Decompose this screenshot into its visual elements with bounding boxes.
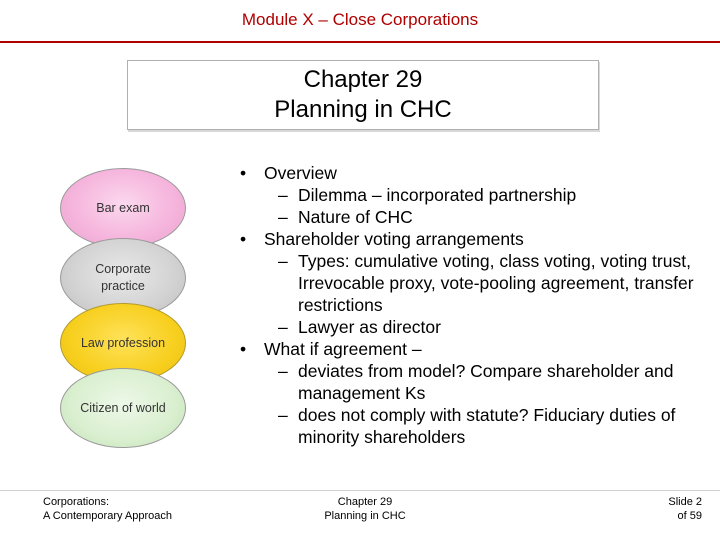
career-ovals — [60, 168, 186, 468]
footer-chapter-line-2: Planning in CHC — [324, 510, 406, 522]
footer-book-line-1: Corporations: — [43, 496, 110, 508]
oval-bar-exam — [60, 168, 186, 248]
oval-label: Bar exam — [96, 200, 150, 215]
bullet-list — [236, 162, 706, 448]
oval-citizen-of-world — [60, 368, 186, 448]
slide-title — [127, 60, 599, 130]
oval-label: Citizen of world — [80, 400, 166, 415]
title-line-1: Chapter 29 — [303, 66, 423, 93]
footer-slide-number — [668, 495, 702, 523]
sub-bullet-item: – does not comply with statute? Fiduciary duties of minority shareholders — [236, 404, 706, 448]
bullet-item: • Shareholder voting arrangements — [236, 228, 706, 250]
sub-bullet-item: – Types: cumulative voting, class voting, voting trust, Irrevocable proxy, vote-pooling agreement, transfer restrictions — [236, 250, 706, 316]
footer-divider — [0, 490, 720, 491]
slide-total: of 59 — [677, 510, 702, 522]
slide-label: Slide 2 — [668, 496, 702, 508]
footer-chapter — [300, 495, 430, 523]
sub-bullet-item: – Lawyer as director — [236, 316, 706, 338]
bullet-item: • What if agreement – — [236, 338, 706, 360]
sub-bullet-item: – deviates from model? Compare shareholder and management Ks — [236, 360, 706, 404]
oval-label: Law profession — [80, 335, 166, 350]
title-line-2: Planning in CHC — [274, 96, 452, 123]
bullet-item: • Overview — [236, 162, 706, 184]
footer-chapter-line-1: Chapter 29 — [337, 496, 393, 508]
sub-bullet-item: – Dilemma – incorporated partnership — [236, 184, 706, 206]
header-divider — [0, 41, 720, 43]
module-title: Module X – Close Corporations — [241, 10, 479, 29]
footer-book-line-2: A Contemporary Approach — [43, 510, 173, 522]
footer-book-title — [43, 495, 172, 523]
oval-label: Corporate practice — [95, 262, 151, 293]
sub-bullet-item: – Nature of CHC — [236, 206, 706, 228]
